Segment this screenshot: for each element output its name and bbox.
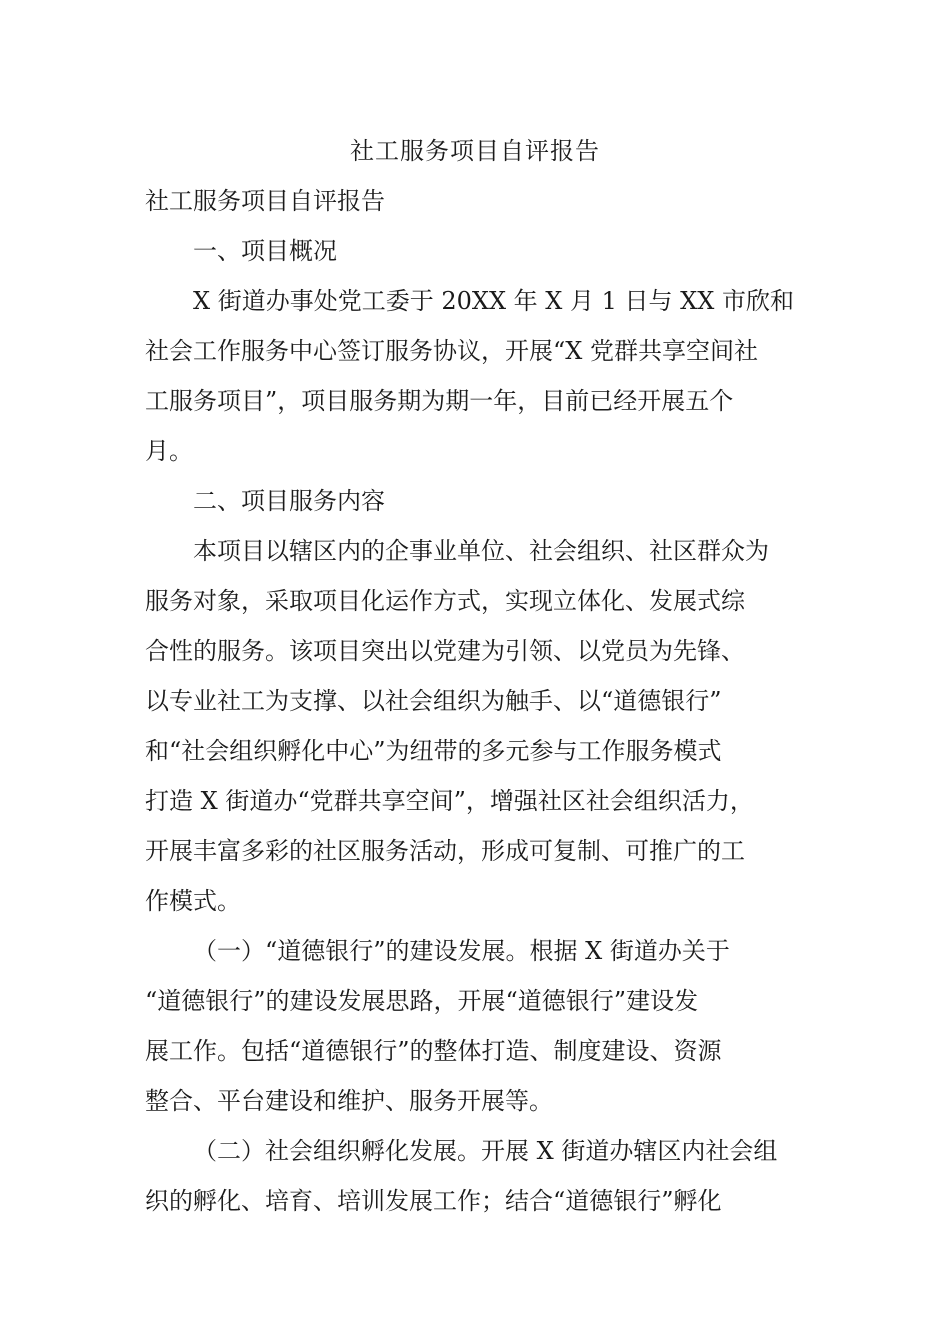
paragraph-line: 以专业社工为支撑、以社会组织为触手、以“道德银行” [145, 687, 722, 715]
paragraph-line: 作模式。 [145, 887, 241, 915]
paragraph-line: 织的孵化、培育、培训发展工作；结合“道德银行”孵化 [145, 1187, 722, 1215]
subtitle-line: 社工服务项目自评报告 [145, 187, 385, 215]
paragraph-line: 本项目以辖区内的企事业单位、社会组织、社区群众为 [193, 537, 769, 565]
paragraph-line: 和“社会组织孵化中心”为纽带的多元参与工作服务模式 [145, 737, 722, 765]
paragraph-line: 打造 X 街道办“党群共享空间”，增强社区社会组织活力， [145, 787, 754, 815]
paragraph-line: 开展丰富多彩的社区服务活动，形成可复制、可推广的工 [145, 837, 745, 865]
paragraph-line: （一）“道德银行”的建设发展。根据 X 街道办关于 [193, 937, 730, 965]
paragraph-line: （二）社会组织孵化发展。开展 X 街道办辖区内社会组 [193, 1137, 778, 1165]
paragraph-line: 工服务项目”，项目服务期为期一年，目前已经开展五个 [145, 387, 734, 415]
paragraph-line: X 街道办事处党工委于 20XX 年 X 月 1 日与 XX 市欣和 [193, 287, 794, 315]
section-heading-overview: 一、项目概况 [193, 237, 337, 265]
paragraph-line: 合性的服务。该项目突出以党建为引领、以党员为先锋、 [145, 637, 745, 665]
page-title: 社工服务项目自评报告 [350, 137, 600, 165]
paragraph-line: 整合、平台建设和维护、服务开展等。 [145, 1087, 553, 1115]
paragraph-line: 社会工作服务中心签订服务协议，开展“X 党群共享空间社 [145, 337, 758, 365]
paragraph-line: 展工作。包括“道德银行”的整体打造、制度建设、资源 [145, 1037, 722, 1065]
paragraph-line: “道德银行”的建设发展思路，开展“道德银行”建设发 [145, 987, 699, 1015]
paragraph-line: 月。 [145, 437, 193, 465]
section-heading-content: 二、项目服务内容 [193, 487, 385, 515]
paragraph-line: 服务对象，采取项目化运作方式，实现立体化、发展式综 [145, 587, 745, 615]
